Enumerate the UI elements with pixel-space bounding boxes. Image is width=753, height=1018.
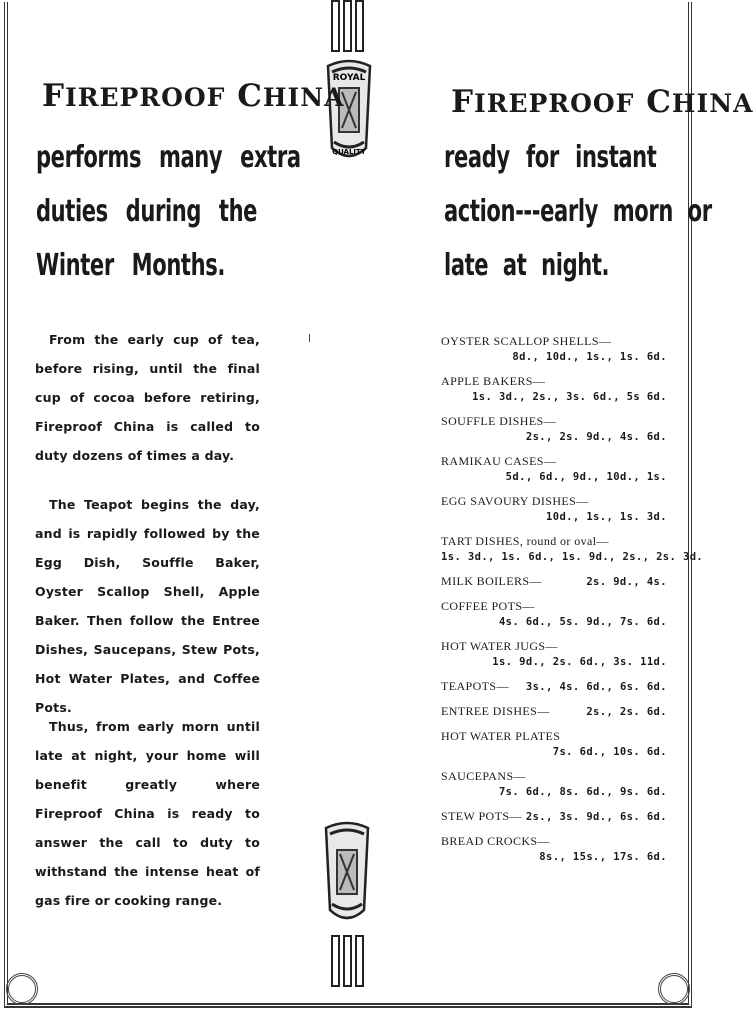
brand-rest: HINA (671, 89, 753, 118)
headline-line: action---early morn or (444, 194, 712, 229)
price-item (441, 413, 667, 445)
brand-rest: IREPROOF (474, 89, 635, 118)
headline-line: duties during the (36, 194, 258, 229)
body-paragraph: Thus, from early morn until late at night, your home will benefit greatly where Fireproof China is ready to answer the call to duty to withstand the intense heat of gas fire or cooking range. (35, 719, 260, 908)
price-item-prices: 4s. 6d., 5s. 9d., 7s. 6d. (498, 616, 667, 628)
left-headline (36, 131, 301, 293)
body-paragraph: From the early cup of tea, before rising, until the final cup of cocoa before retiring, Fireproof China is called to duty dozens of times a day. (35, 332, 260, 463)
headline-line: Winter Months. (36, 248, 225, 283)
price-item (441, 833, 667, 865)
price-item-name: ENTREE DISHES— (441, 704, 550, 718)
price-item (441, 493, 667, 525)
brand-rest: IREPROOF (65, 83, 226, 112)
crest-bottom-text: QUALITY (332, 148, 366, 156)
price-item-name: SOUFFLE DISHES— (441, 414, 557, 428)
price-item-prices: 2s., 2s. 6d. (586, 706, 667, 718)
price-item-name: EGG SAVOURY DISHES— (441, 494, 589, 508)
price-item (441, 638, 667, 670)
price-item-name: BREAD CROCKS— (441, 834, 550, 848)
headline-line: late at night. (444, 248, 610, 283)
price-item-name: COFFEE POTS— (441, 599, 535, 613)
price-item-prices: 1s. 3d., 2s., 3s. 6d., 5s 6d. (472, 391, 667, 403)
brand-rest: HINA (262, 83, 345, 112)
price-item-prices: 1s. 9d., 2s. 6d., 3s. 11d. (492, 656, 667, 668)
left-brand-title (42, 78, 344, 114)
price-item-prices: 2s. 9d., 4s. (586, 576, 667, 588)
price-item (441, 533, 704, 565)
price-item-name: MILK BOILERS— (441, 574, 542, 588)
price-item-prices: 10d., 1s., 1s. 3d. (546, 511, 667, 523)
headline-line: performs many extra (36, 140, 301, 175)
price-item (441, 728, 667, 760)
price-item-prices: 7s. 6d., 10s. 6d. (552, 746, 667, 758)
price-item-prices: 5d., 6d., 9d., 10d., 1s. (505, 471, 667, 483)
bottom-bar-ornament (331, 935, 364, 987)
price-item-name: HOT WATER JUGS— (441, 639, 558, 653)
price-item-prices: 2s., 3s. 9d., 6s. 6d. (525, 811, 667, 823)
crest-emblem-icon (320, 820, 374, 926)
price-item-prices: 8s., 15s., 17s. 6d. (539, 851, 667, 863)
headline-line: ready for instant (444, 140, 657, 175)
body-paragraph: The Teapot begins the day, and is rapidly followed by the Egg Dish, Souffle Baker, Oyster Scallop Shell, Apple Baker. Then follow the Entree Dishes, Saucepans, Stew Pots, Hot Water Plates, and Coffee Pots. (35, 497, 260, 715)
right-headline (444, 131, 712, 293)
price-item-prices: 2s., 2s. 9d., 4s. 6d. (525, 431, 667, 443)
crest-top-text: ROYAL (332, 73, 366, 83)
right-brand-title (451, 84, 753, 120)
price-item-name: STEW POTS— (441, 809, 522, 823)
price-item (441, 333, 667, 365)
price-item-name: TEAPOTS— (441, 679, 509, 693)
price-item (441, 703, 667, 720)
brand-initial: C (237, 78, 263, 114)
price-item-prices: 1s. 3d., 1s. 6d., 1s. 9d., 2s., 2s. 3d. (441, 551, 704, 563)
print-mark (309, 334, 310, 342)
price-item (441, 678, 667, 695)
price-item-prices: 8d., 10d., 1s., 1s. 6d. (512, 351, 667, 363)
price-item-prices: 3s., 4s. 6d., 6s. 6d. (525, 681, 667, 693)
corner-ornament (658, 973, 690, 1005)
price-item-name: RAMIKAU CASES— (441, 454, 557, 468)
price-item-name: OYSTER SCALLOP SHELLS— (441, 334, 612, 348)
price-item (441, 598, 667, 630)
price-item-name: APPLE BAKERS— (441, 374, 546, 388)
price-item-prices: 7s. 6d., 8s. 6d., 9s. 6d. (498, 786, 667, 798)
corner-ornament (6, 973, 38, 1005)
price-item-name: HOT WATER PLATES (441, 729, 561, 743)
price-list (441, 333, 704, 873)
price-item (441, 453, 667, 485)
brand-initial: C (646, 84, 672, 120)
price-item (441, 808, 667, 825)
price-item (441, 768, 667, 800)
price-item (441, 573, 667, 590)
brand-initial: F (42, 78, 66, 114)
brand-initial: F (451, 84, 475, 120)
price-item-name: TART DISHES, round or oval— (441, 534, 609, 548)
price-item (441, 373, 667, 405)
top-bar-ornament (331, 0, 364, 52)
price-item-name: SAUCEPANS— (441, 769, 526, 783)
